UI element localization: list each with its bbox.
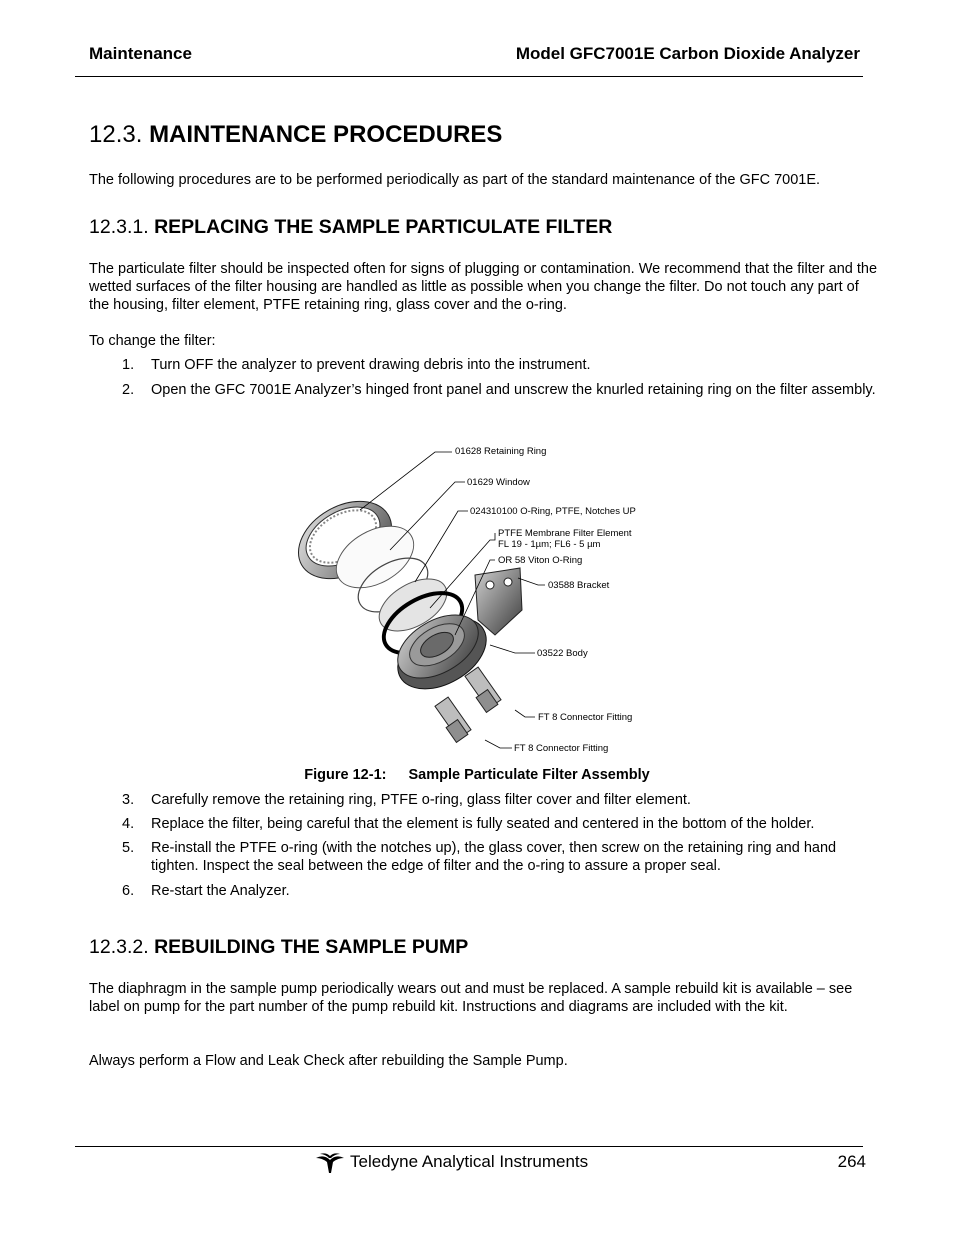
list-item — [89, 381, 879, 417]
connector-fitting-lower — [435, 697, 471, 742]
section-number: 12.3. — [89, 121, 143, 148]
filter-paragraph: The particulate filter should be inspected often for signs of plugging or contamination. We recommend that the filter and the wetted surfaces of the filter housing are handled as little as possible when you change the filter. Do not touch any part of the housing, filter element, PTFE retaining ring, glass cover and the o-ring. — [89, 261, 878, 313]
list-number: 2. — [122, 382, 135, 398]
callout-membrane-filter: PTFE Membrane Filter Element — [498, 528, 632, 539]
callout-fitting-upper: FT 8 Connector Fitting — [538, 712, 633, 723]
figure-caption — [0, 767, 954, 783]
list-item — [89, 791, 879, 809]
filter-assembly-diagram — [290, 440, 690, 760]
footer-company: Teledyne Analytical Instruments — [350, 1152, 589, 1171]
subsection-heading-pump — [89, 936, 468, 959]
list-text: Open the GFC 7001E Analyzer’s hinged front panel and unscrew the knurled retaining ring on the filter assembly. — [151, 382, 876, 398]
callout-ptfe-oring: 024310100 O-Ring, PTFE, Notches UP — [470, 506, 636, 517]
section-heading — [89, 121, 502, 149]
footer-divider — [75, 1146, 863, 1147]
list-number: 4. — [122, 816, 135, 832]
list-text: Re-start the Analyzer. — [151, 883, 290, 899]
section-title: MAINTENANCE PROCEDURES — [149, 121, 503, 148]
callout-retaining-ring: 01628 Retaining Ring — [455, 446, 547, 457]
list-number: 6. — [122, 883, 135, 899]
list-number: 5. — [122, 840, 135, 856]
list-number: 3. — [122, 792, 135, 808]
filter-lead: To change the filter: — [89, 333, 216, 349]
list-number: 1. — [122, 357, 135, 373]
pump-note: Always perform a Flow and Leak Check after rebuilding the Sample Pump. — [89, 1053, 568, 1069]
section-intro: The following procedures are to be performed periodically as part of the standard maintenance of the GFC 7001E. — [89, 172, 821, 188]
running-header-title: Model GFC7001E Carbon Dioxide Analyzer — [515, 44, 860, 63]
callout-viton-oring: OR 58 Viton O-Ring — [498, 555, 583, 566]
figure-label: Figure 12-1: — [304, 767, 387, 783]
subsection-title: REBUILDING THE SAMPLE PUMP — [154, 936, 469, 958]
subsection-title: REPLACING THE SAMPLE PARTICULATE FILTER — [154, 216, 613, 238]
list-text: Turn OFF the analyzer to prevent drawing debris into the instrument. — [151, 357, 591, 373]
subsection-heading-filter — [89, 216, 612, 239]
callout-fitting-lower: FT 8 Connector Fitting — [514, 743, 609, 754]
teledyne-logo-icon — [314, 1152, 346, 1174]
callout-filter-rating: FL 19 - 1µm; FL6 - 5 µm — [498, 539, 601, 550]
list-text: Carefully remove the retaining ring, PTFE o-ring, glass filter cover and filter element. — [151, 792, 691, 808]
pump-paragraph: The diaphragm in the sample pump periodically wears out and must be replaced. A sample rebuild kit is available – see label on pump for the part number of the pump rebuild kit. Instructions and diagrams are included with the kit. — [89, 981, 853, 1015]
header-divider — [75, 76, 863, 77]
subsection-number: 12.3.2. — [89, 936, 149, 958]
list-item — [89, 356, 879, 374]
list-item — [89, 839, 879, 875]
connector-fitting-upper — [465, 667, 501, 712]
list-text: Re-install the PTFE o-ring (with the notches up), the glass cover, then screw on the retaining ring and hand tighten. Inspect the seal between the edge of filter and the o-ring to assure a proper seal. — [151, 840, 837, 874]
list-item — [89, 815, 879, 833]
callout-window: 01629 Window — [467, 477, 530, 488]
figure-title: Sample Particulate Filter Assembly — [408, 767, 650, 783]
list-text: Replace the filter, being careful that the element is fully seated and centered in the bottom of the holder. — [151, 816, 815, 832]
page-number: 264 — [837, 1152, 866, 1171]
subsection-number: 12.3.1. — [89, 216, 149, 238]
callout-bracket: 03588 Bracket — [548, 580, 610, 591]
running-header-section: Maintenance — [89, 44, 192, 63]
list-item — [89, 882, 879, 900]
callout-body: 03522 Body — [537, 648, 588, 659]
